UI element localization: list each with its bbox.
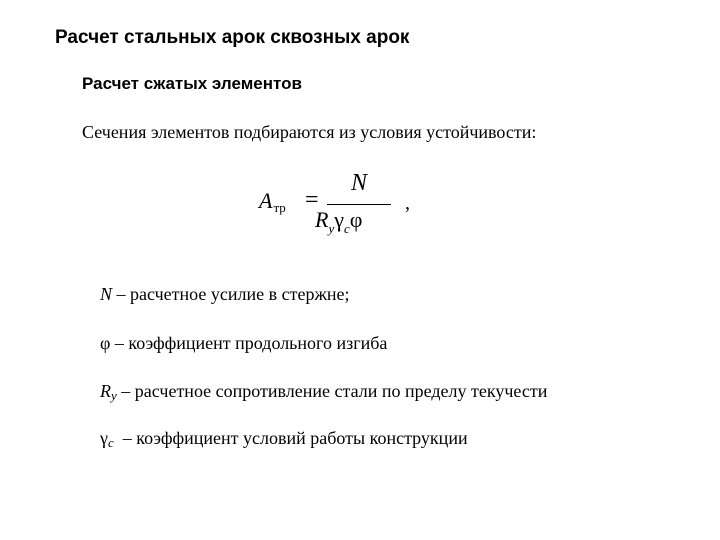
formula-comma: , xyxy=(405,192,410,214)
definition-symbol xyxy=(100,428,114,448)
definition-symbol-base: γ xyxy=(100,428,108,448)
formula-lhs-subscript: тр xyxy=(273,200,286,215)
formula-den-phi: φ xyxy=(349,207,363,232)
formula-den-r-sub: y xyxy=(328,221,335,236)
definition-text: – коэффициент продольного изгиба xyxy=(110,333,388,353)
formula-numerator: N xyxy=(350,170,367,196)
definition-symbol: N xyxy=(100,284,113,304)
fraction-bar xyxy=(327,204,391,205)
stability-formula xyxy=(255,168,415,248)
definition-symbol-sub: y xyxy=(111,388,117,403)
formula-lhs xyxy=(259,188,286,216)
definition-item xyxy=(100,333,387,354)
formula-denominator xyxy=(315,207,362,237)
definition-item xyxy=(100,284,350,305)
definition-text: – расчетное сопротивление стали по пределу текучести xyxy=(116,381,548,401)
formula-equals: = xyxy=(305,187,319,213)
definition-item xyxy=(100,428,468,451)
intro-text: Сечения элементов подбираются из условия устойчивости: xyxy=(82,122,537,142)
definition-symbol-base: R xyxy=(100,381,111,401)
definition-symbol xyxy=(100,381,117,401)
definition-text: – расчетное усилие в стержне; xyxy=(112,284,350,304)
slide-title: Расчет стальных арок сквозных арок xyxy=(55,27,410,48)
slide-subtitle: Расчет сжатых элементов xyxy=(82,74,302,93)
definition-item xyxy=(100,381,547,404)
formula-lhs-symbol: A xyxy=(259,188,273,213)
formula-den-gamma: γ xyxy=(334,207,344,232)
definition-text: – коэффициент условий работы конструкции xyxy=(113,428,468,448)
formula-den-gamma-sub: c xyxy=(343,221,350,236)
definition-symbol: φ xyxy=(100,333,111,353)
definition-symbol-sub: c xyxy=(107,435,114,450)
formula-den-r: R xyxy=(315,207,329,232)
